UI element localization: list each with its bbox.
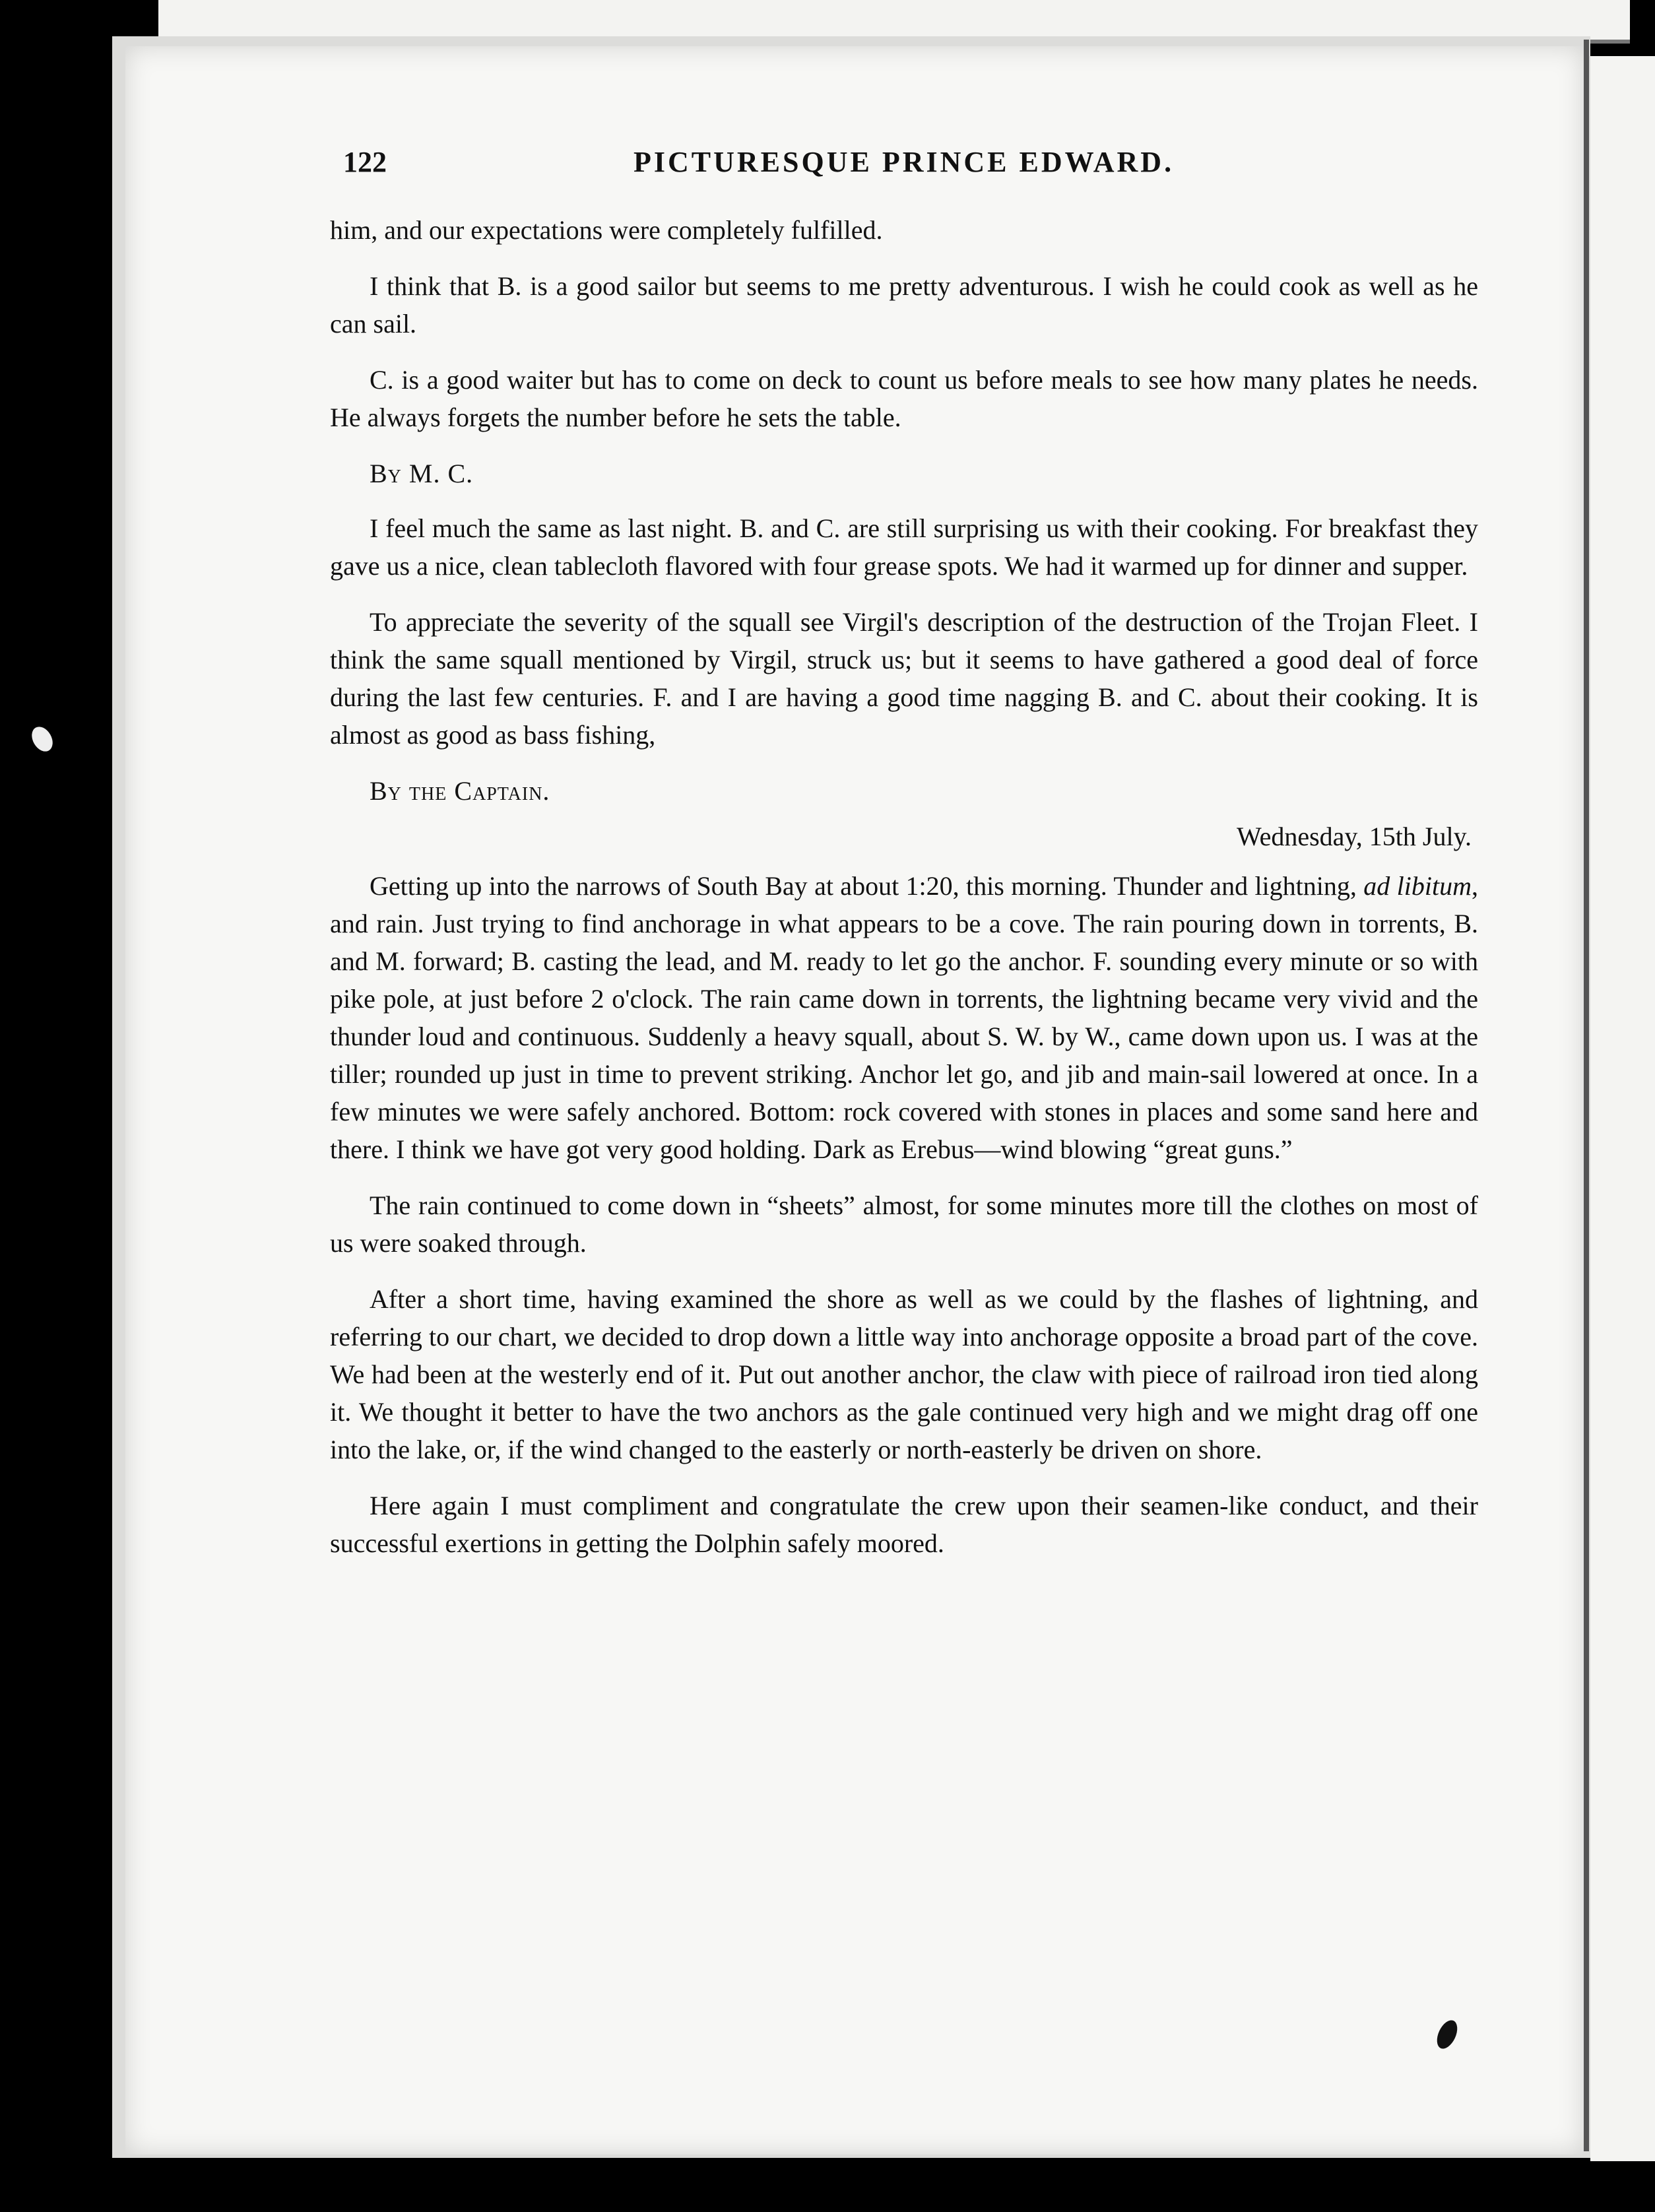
body-text [330,211,1478,1580]
paragraph: C. is a good waiter but has to come on deck to count us before meals to see how many plates he needs. He always forgets the number before he sets the table. [330,365,1478,432]
paragraph: To appreciate the severity of the squall see Virgil's description of the destruction of the Trojan Fleet. I think the same squall mentioned by Virgil, struck us; but it seems to have gathered a good deal of force during the last few centuries. F. and I are having a good time nagging B. and C. about their cooking. It is almost as good as bass fishing, [330,607,1478,750]
running-title: PICTURESQUE PRINCE EDWARD. [633,146,1175,178]
paragraph-text: Getting up into the narrows of South Bay at about 1:20, this morning. Thunder and lightning, [370,871,1364,901]
book-gutter [1584,40,1589,2151]
facing-page-edge [1590,56,1655,2161]
speck-mark [28,723,57,756]
paragraph: Here again I must compliment and congratulate the crew upon their seamen-like conduct, and their successful exertions in getting the Dolphin safely moored. [330,1491,1478,1558]
section-byline: By the Captain. [370,776,550,806]
page-header [343,145,1505,191]
paragraph: After a short time, having examined the shore as well as we could by the flashes of lightning, and referring to our chart, we decided to drop down a little way into anchorage opposite a broad part of the cove. We had been at the westerly end of it. Put out another anchor, the claw with piece of railroad iron tied along it. We thought it better to have the two anchors as the gale continued very high and we might drag off one into the lake, or, if the wind changed to the easterly or north-easterly be driven on shore. [330,1284,1478,1464]
paragraph [330,867,1478,1168]
section-byline: By M. C. [370,459,474,488]
dateline: Wednesday, 15th July. [1237,822,1472,851]
paragraph: The rain continued to come down in “sheets” almost, for some minutes more till the clothes on most of us were soaked through. [330,1190,1478,1258]
paragraph: I feel much the same as last night. B. and C. are still surprising us with their cooking. For breakfast they gave us a nice, clean tablecloth flavored with four grease spots. We had it warmed up for dinner and supper. [330,513,1478,581]
page-number: 122 [343,146,387,178]
paragraph-text: , and rain. Just trying to find anchorage in what appears to be a cove. The rain pouring down in torrents, B. and M. forward; B. casting the lead, and M. ready to let go the anchor. F. sounding every minute or so with pike pole, at just before 2 o'clock. The rain came down in torrents, the lightning became very vivid and the thunder loud and continuous. Suddenly a heavy squall, about S. W. by W., came down upon us. I was at the tiller; rounded up just in time to prevent striking. Anchor let go, and jib and main-sail lowered at once. In a few minutes we were safely anchored. Bottom: rock covered with stones in places and some sand here and there. I think we have got very good holding. Dark as Erebus—wind blowing “great guns.” [330,871,1478,1164]
italic-phrase: ad libitum [1363,871,1472,901]
paragraph: I think that B. is a good sailor but seems to me pretty adventurous. I wish he could cook as well as he can sail. [330,271,1478,339]
paragraph-continuation: him, and our expectations were completely fulfilled. [330,215,883,245]
